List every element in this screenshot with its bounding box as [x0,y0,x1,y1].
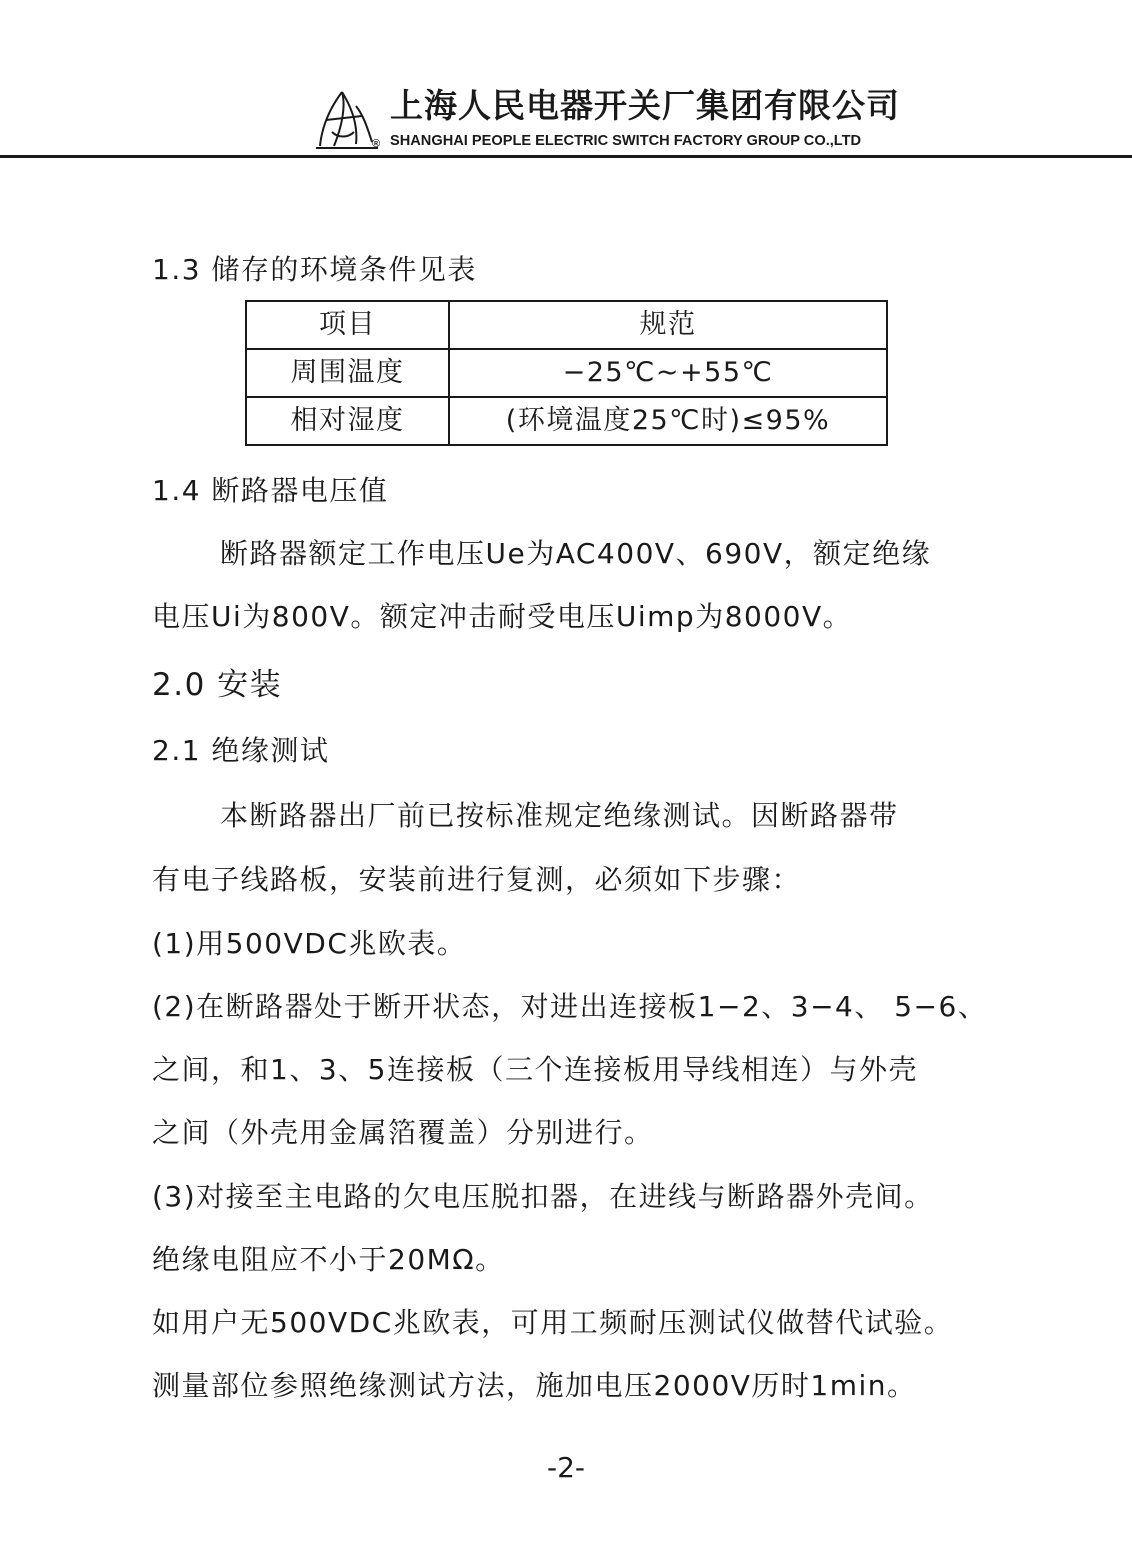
company-name-en: SHANGHAI PEOPLE ELECTRIC SWITCH FACTORY GROUP CO.,LTD [390,133,862,149]
page-header [0,0,1132,160]
section-2-1-heading: 2.1 绝缘测试 [152,734,330,767]
table-cell: 周围温度 [246,349,449,397]
company-name-cn: 上海人民电器开关厂集团有限公司 [390,86,900,125]
paragraph-line: 有电子线路板，安装前进行复测，必须如下步骤： [152,863,802,896]
header-divider [0,155,1132,158]
storage-conditions-table [245,300,888,446]
note-line: 如用户无500VDC兆欧表，可用工频耐压测试仪做替代试验。 [152,1306,954,1339]
section-2-0-heading: 2.0 安装 [152,667,283,703]
registered-mark: ® [372,138,381,150]
table-row [246,397,887,445]
step-2-line: (2)在断路器处于断开状态，对进出连接板1−2、3−4、 5−6、 [152,990,988,1023]
table-header-cell: 规范 [449,301,887,349]
paragraph-line: 电压Ui为800V。额定冲击耐受电压Uimp为8000V。 [152,600,853,633]
step-2-line: 之间（外壳用金属箔覆盖）分别进行。 [152,1116,654,1149]
section-1-4-heading: 1.4 断路器电压值 [152,474,389,507]
paragraph-line: 断路器额定工作电压Ue为AC400V、690V，额定绝缘 [220,537,932,570]
table-cell: −25℃~+55℃ [449,349,887,397]
step-2-line: 之间，和1、3、5连接板（三个连接板用导线相连）与外壳 [152,1053,918,1086]
table-header-cell: 项目 [246,301,449,349]
section-1-3-heading: 1.3 储存的环境条件见表 [152,253,477,286]
step-1: (1)用500VDC兆欧表。 [152,927,467,960]
note-line: 测量部位参照绝缘测试方法，施加电压2000V历时1min。 [152,1369,917,1402]
table-header-row [246,301,887,349]
table-cell: 相对湿度 [246,397,449,445]
paragraph-line: 本断路器出厂前已按标准规定绝缘测试。因断路器带 [220,799,899,832]
step-3-line: 绝缘电阻应不小于20MΩ。 [152,1243,505,1276]
step-3-line: (3)对接至主电路的欠电压脱扣器，在进线与断路器外壳间。 [152,1180,934,1213]
table-row [246,349,887,397]
page-number: -2- [546,1451,586,1484]
table-cell: (环境温度25℃时)≤95% [449,397,887,445]
